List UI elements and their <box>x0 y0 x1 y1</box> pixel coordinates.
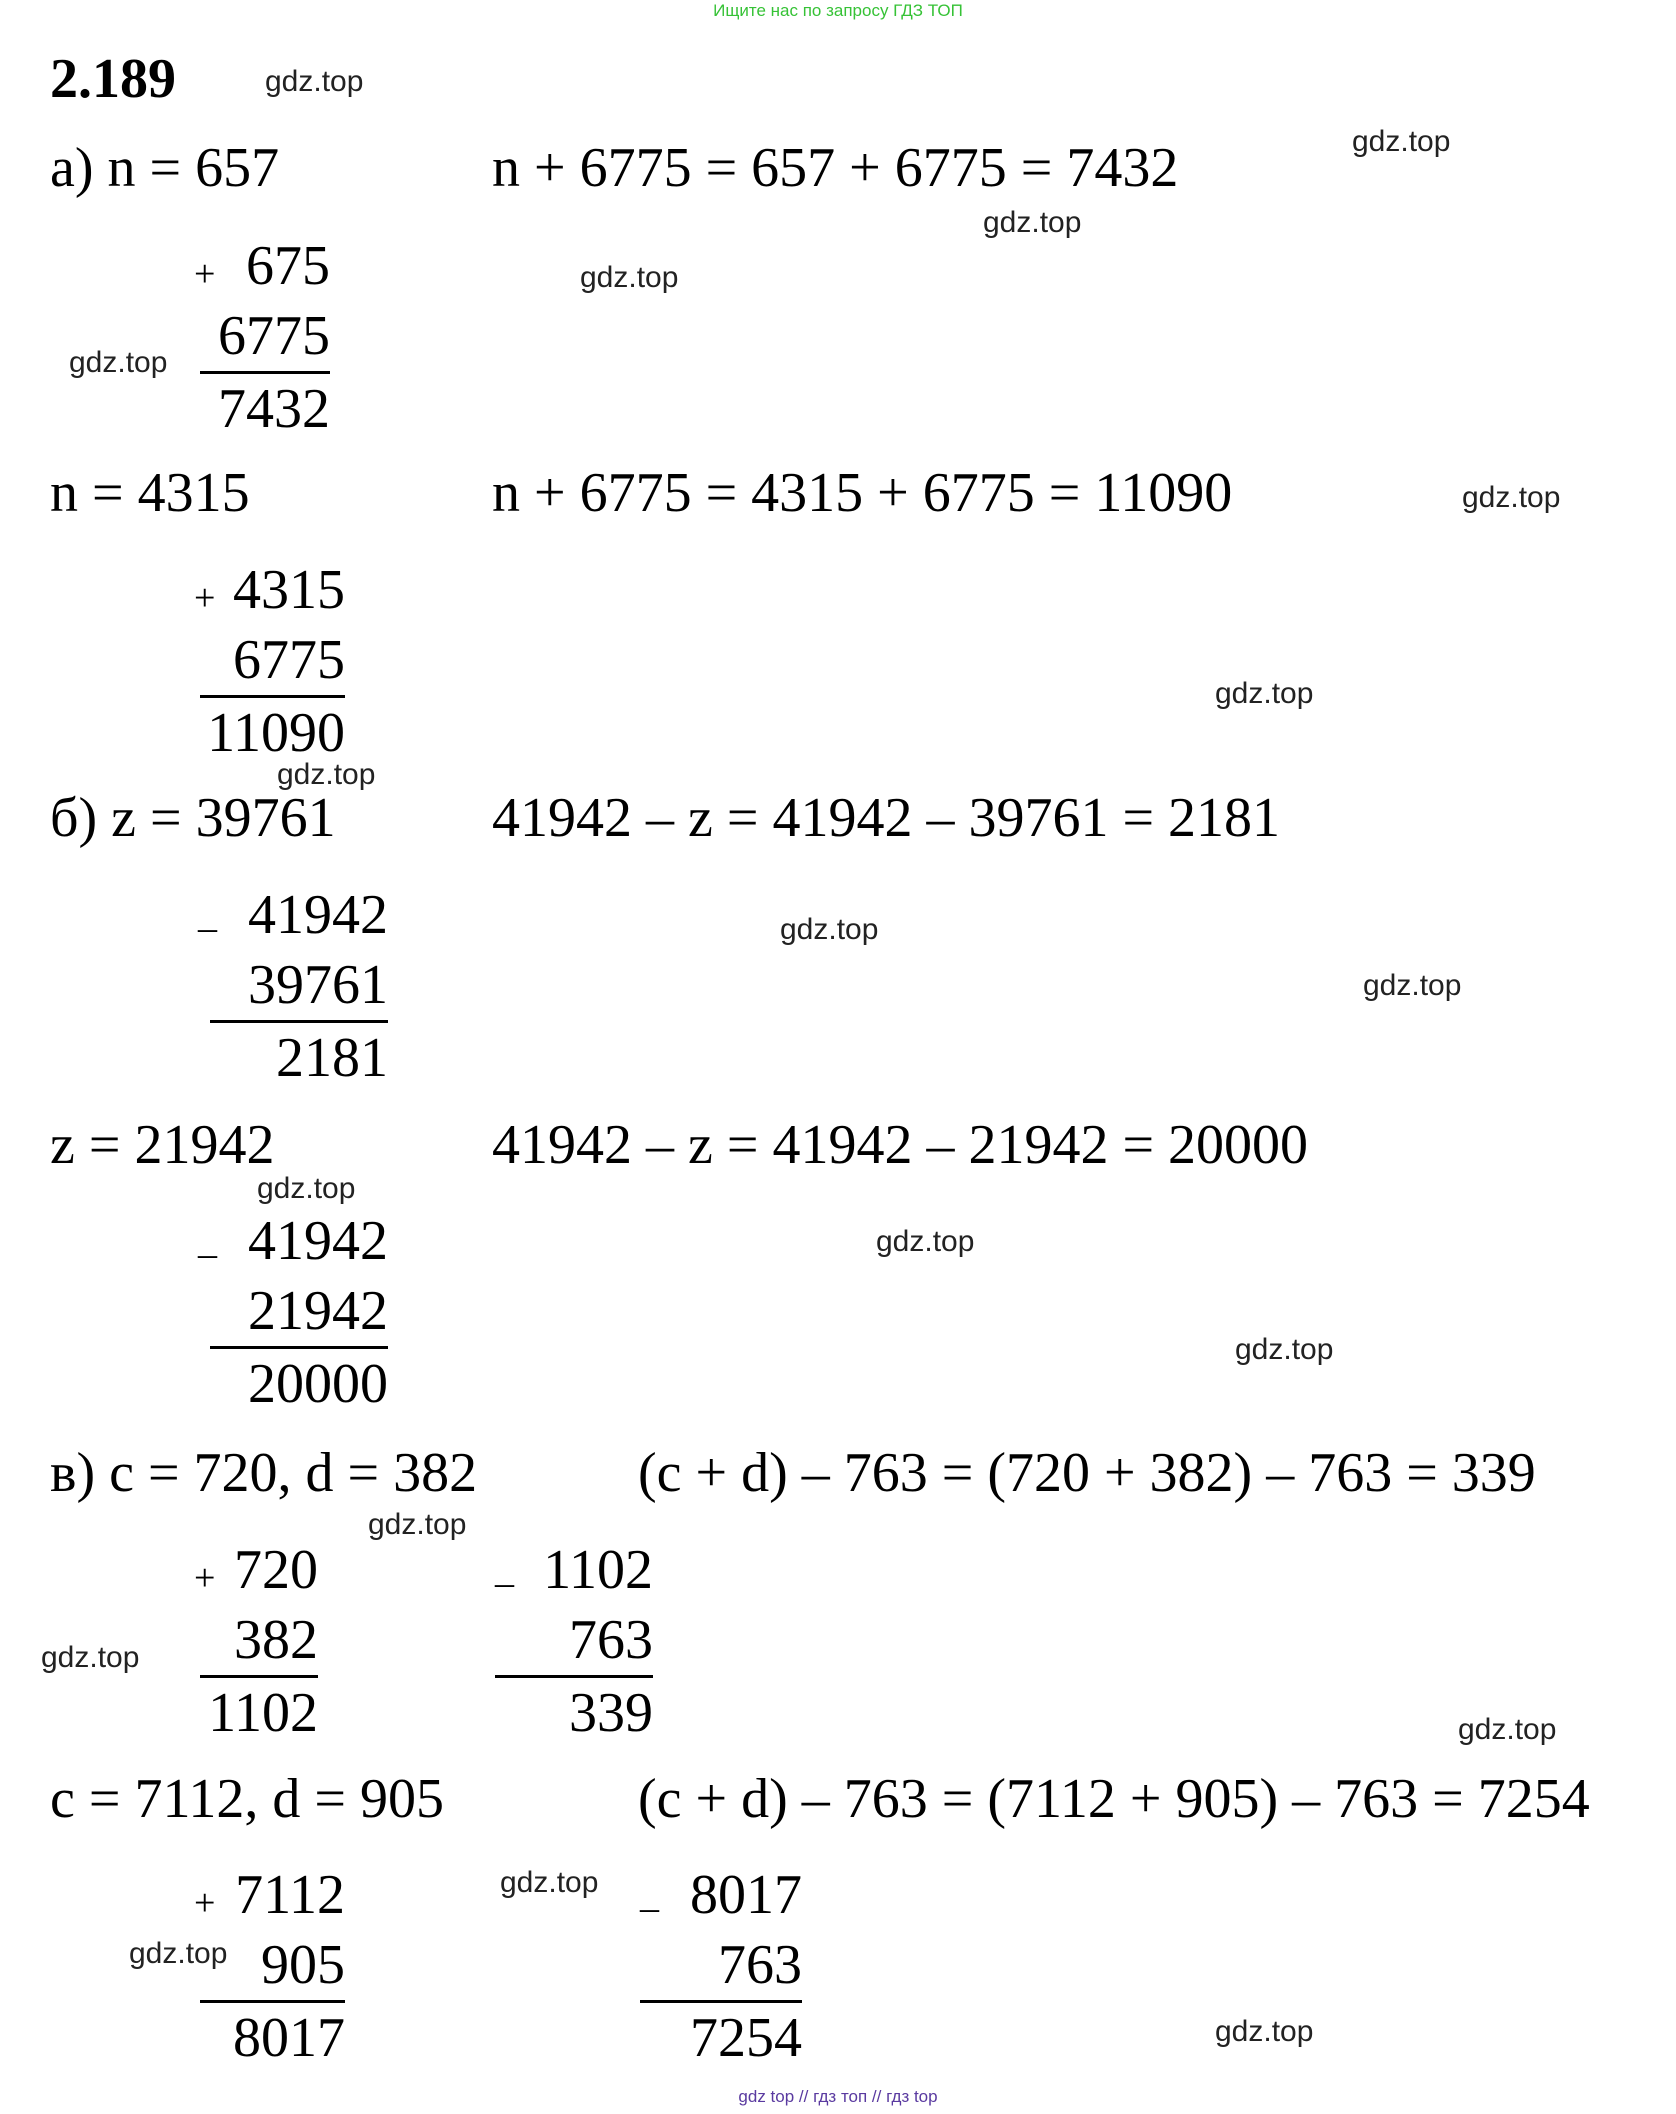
watermark: gdz.top <box>1352 125 1451 158</box>
watermark: gdz.top <box>1215 677 1314 710</box>
part-v-case-2-equation: (c + d) – 763 = (7112 + 905) – 763 = 7254 <box>638 1768 1590 1830</box>
column-addend: 6775 <box>233 629 345 691</box>
column-result: 1102 <box>208 1682 318 1744</box>
part-b-case-2-equation: 41942 – z = 41942 – 21942 = 20000 <box>492 1114 1309 1176</box>
site-banner: Ищите нас по запросу ГДЗ ТОП <box>713 1 963 20</box>
watermark: gdz.top <box>1462 481 1561 514</box>
column-subtrahend: 21942 <box>248 1280 388 1342</box>
column-minuend: 8017 <box>690 1864 802 1926</box>
part-v-case-1-label: в) c = 720, d = 382 <box>50 1442 478 1504</box>
watermark: gdz.top <box>1363 969 1462 1002</box>
column-result: 8017 <box>233 2007 345 2069</box>
column-result: 20000 <box>248 1353 388 1415</box>
watermark: gdz.top <box>257 1172 356 1205</box>
plus-sign: + <box>194 577 216 619</box>
part-v-case-1-column-difference <box>495 1535 653 1748</box>
part-a-case-2-label: n = 4315 <box>50 462 250 524</box>
watermark: gdz.top <box>368 1508 467 1541</box>
watermark: gdz.top <box>500 1866 599 1899</box>
part-a-case-1-equation: n + 6775 = 657 + 6775 = 7432 <box>492 137 1179 199</box>
watermark: gdz.top <box>277 758 376 791</box>
plus-sign: + <box>194 253 216 295</box>
part-v-case-1-equation: (c + d) – 763 = (720 + 382) – 763 = 339 <box>638 1442 1536 1504</box>
watermark: gdz.top <box>876 1225 975 1258</box>
column-result: 339 <box>569 1682 653 1744</box>
minus-sign: _ <box>198 1220 217 1262</box>
part-v-case-2-column-difference <box>640 1860 802 2073</box>
watermark: gdz.top <box>41 1641 140 1674</box>
watermark: gdz.top <box>983 206 1082 239</box>
column-addend: 720 <box>234 1539 318 1601</box>
column-result: 7254 <box>690 2007 802 2069</box>
column-result: 2181 <box>276 1027 388 1089</box>
watermark: gdz.top <box>580 261 679 294</box>
column-minuend: 1102 <box>543 1539 653 1601</box>
minus-sign: _ <box>495 1549 514 1591</box>
column-result: 7432 <box>218 378 330 440</box>
minus-sign: _ <box>640 1874 659 1916</box>
column-addend: 675 <box>246 235 330 297</box>
plus-sign: + <box>194 1557 216 1599</box>
part-a-case-1-column-sum <box>194 231 330 444</box>
part-b-case-1-equation: 41942 – z = 41942 – 39761 = 2181 <box>492 787 1281 849</box>
column-addend: 6775 <box>218 305 330 367</box>
part-b-case-2-label: z = 21942 <box>50 1114 275 1176</box>
watermark: gdz.top <box>129 1937 228 1970</box>
watermark: gdz.top <box>69 346 168 379</box>
minus-sign: _ <box>198 894 217 936</box>
part-a-case-2-column-sum <box>194 555 345 768</box>
watermark: gdz.top <box>1458 1713 1557 1746</box>
part-v-case-1-column-sum <box>194 1535 318 1748</box>
column-minuend: 41942 <box>248 884 388 946</box>
column-addend: 382 <box>234 1609 318 1671</box>
part-b-case-1-label: б) z = 39761 <box>50 787 336 849</box>
column-result: 11090 <box>207 702 345 764</box>
part-b-case-1-column-difference <box>198 880 388 1093</box>
part-v-case-2-label: c = 7112, d = 905 <box>50 1768 444 1830</box>
column-minuend: 41942 <box>248 1210 388 1272</box>
column-addend: 4315 <box>233 559 345 621</box>
column-subtrahend: 763 <box>569 1609 653 1671</box>
plus-sign: + <box>194 1882 216 1924</box>
column-subtrahend: 763 <box>718 1934 802 1996</box>
part-a-case-2-equation: n + 6775 = 4315 + 6775 = 11090 <box>492 462 1233 524</box>
watermark: gdz.top <box>780 913 879 946</box>
column-addend: 905 <box>261 1934 345 1996</box>
watermark: gdz.top <box>1215 2015 1314 2048</box>
watermark: gdz.top <box>1235 1333 1334 1366</box>
exercise-number: 2.189 <box>50 48 176 110</box>
part-b-case-2-column-difference <box>198 1206 388 1419</box>
footer-links: gdz top // гдз топ // гдз top <box>738 2087 938 2106</box>
part-a-case-1-label: а) n = 657 <box>50 137 280 199</box>
watermark: gdz.top <box>265 65 364 98</box>
column-addend: 7112 <box>235 1864 345 1926</box>
column-subtrahend: 39761 <box>248 954 388 1016</box>
